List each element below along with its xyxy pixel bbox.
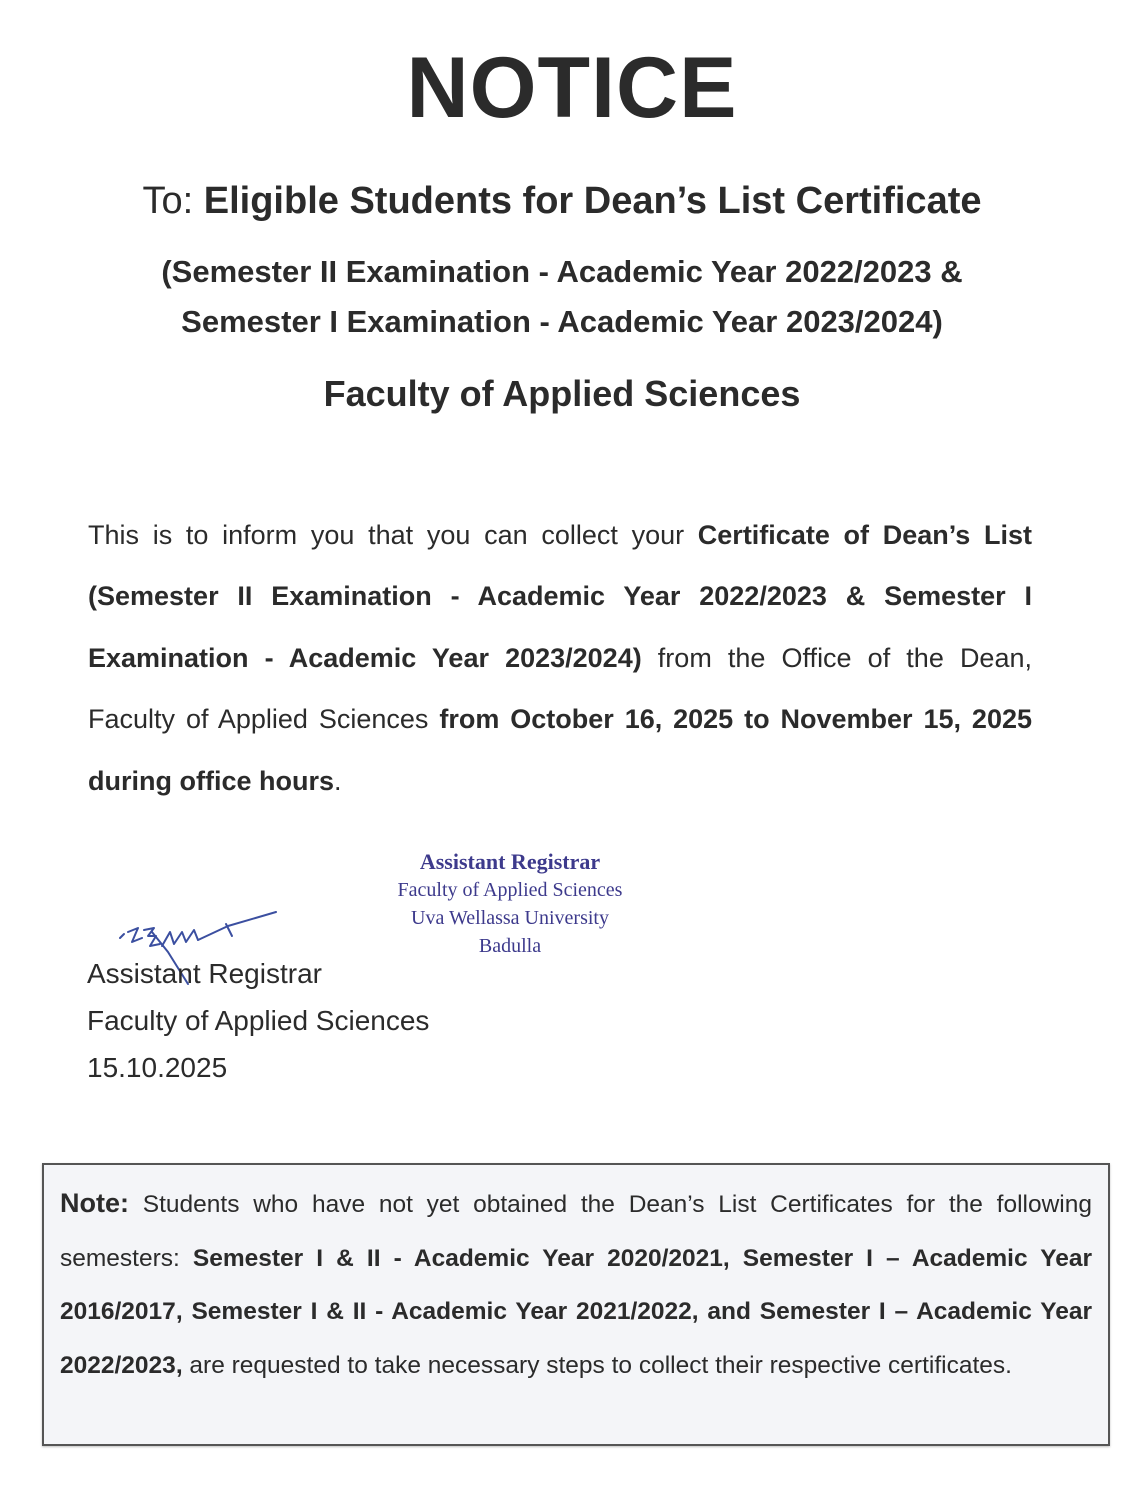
body-paragraph	[88, 505, 1032, 812]
body-text-5: .	[334, 765, 342, 796]
subtitle-line-2: Semester I Examination - Academic Year 2023/2024)	[181, 304, 943, 339]
subtitle-line-1: (Semester II Examination - Academic Year 2022/2023 &	[161, 254, 963, 289]
recipient-prefix: To:	[142, 180, 204, 222]
body-text-1: This is to inform you that you can collect your	[88, 520, 698, 550]
stamp-line-4: Badulla	[478, 935, 542, 957]
note-text-3: are requested to take necessary steps to collect their respective certificates.	[182, 1351, 1012, 1379]
signatory-faculty: Faculty of Applied Sciences	[87, 1005, 430, 1036]
signature-block	[87, 950, 429, 1091]
stamp-line-2: Faculty of Applied Sciences	[397, 879, 623, 901]
body-text-3: from the Office of the Dean, Faculty of Applied Sciences	[88, 642, 1032, 735]
body-text-certificate: Certificate of Dean’s List (Semester II Examination - Academic Year 2022/2023 & Semester I Examination - Academic Year 2023/2024)	[88, 520, 1032, 673]
notice-title: NOTICE	[406, 40, 738, 136]
recipient-text: Eligible Students for Dean’s List Certificate	[203, 180, 982, 222]
signatory-title: Assistant Registrar	[87, 958, 322, 989]
recipient-line	[0, 176, 1124, 226]
stamp-line-1: Assistant Registrar	[419, 849, 601, 874]
official-stamp	[360, 848, 660, 960]
note-label: Note:	[60, 1188, 129, 1218]
note-box	[42, 1163, 1110, 1446]
notice-date: 15.10.2025	[87, 1052, 228, 1083]
faculty-heading: Faculty of Applied Sciences	[323, 373, 801, 414]
note-semesters: Semester I & II - Academic Year 2020/2021, Semester I – Academic Year 2016/2017, Semester I & II - Academic Year 2021/2022, and Semester I – Academic Year 2022/2023,	[60, 1244, 1092, 1379]
body-text-dates: from October 16, 2025 to November 15, 2025 during office hours	[88, 704, 1032, 796]
note-text-1: Students who have not yet obtained the Dean’s List Certificates for the following semesters:	[60, 1191, 1092, 1272]
stamp-line-3: Uva Wellassa University	[411, 907, 609, 929]
note-paragraph	[60, 1177, 1092, 1392]
